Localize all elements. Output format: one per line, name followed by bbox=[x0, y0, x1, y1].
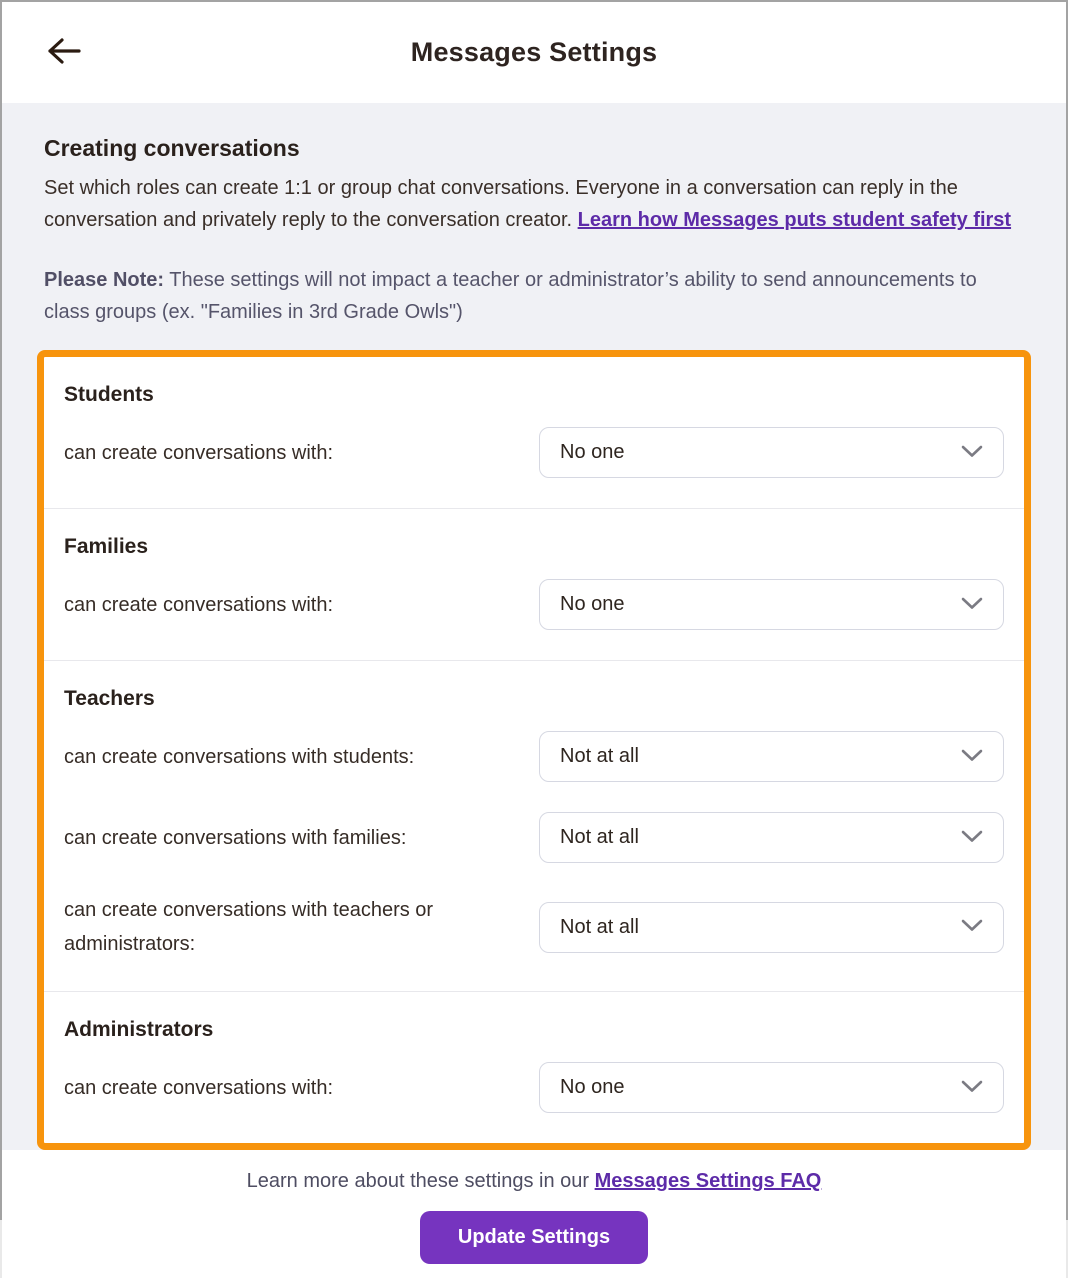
settings-box bbox=[37, 350, 1031, 1150]
administrators-row-label-1: can create conversations with: bbox=[64, 1076, 334, 1099]
teachers-dropdown-value-2: Not at all bbox=[560, 826, 639, 848]
main-content bbox=[2, 103, 1066, 1150]
header bbox=[2, 2, 1066, 103]
families-row-label-1: can create conversations with: bbox=[64, 593, 334, 616]
chevron-down-icon bbox=[961, 1080, 983, 1096]
section-teachers bbox=[44, 660, 1024, 991]
teachers-setting-row-2 bbox=[64, 812, 1004, 863]
note-paragraph bbox=[44, 264, 1004, 328]
teachers-row-label-2: can create conversations with families: bbox=[64, 826, 407, 849]
administrators-setting-row-1 bbox=[64, 1062, 1004, 1113]
teachers-dropdown-value-1: Not at all bbox=[560, 745, 639, 767]
student-safety-link[interactable]: Learn how Messages puts student safety first bbox=[577, 209, 1012, 231]
teachers-row-label-1: can create conversations with students: bbox=[64, 745, 415, 768]
students-setting-row-1 bbox=[64, 427, 1004, 478]
page-title: Messages Settings bbox=[410, 37, 658, 67]
teachers-row-label-3: can create conversations with teachers or administrators: bbox=[64, 899, 434, 955]
teachers-dropdown-2[interactable] bbox=[539, 812, 1004, 863]
section-heading-administrators: Administrators bbox=[64, 1018, 214, 1041]
administrators-dropdown-1[interactable] bbox=[539, 1062, 1004, 1113]
families-setting-row-1 bbox=[64, 579, 1004, 630]
chevron-down-icon bbox=[961, 919, 983, 935]
section-heading-students: Students bbox=[64, 383, 154, 406]
description-paragraph bbox=[44, 172, 1024, 236]
teachers-setting-row-3 bbox=[64, 893, 1004, 961]
section-families bbox=[44, 508, 1024, 660]
families-dropdown-1[interactable] bbox=[539, 579, 1004, 630]
chevron-down-icon bbox=[961, 830, 983, 846]
section-students bbox=[44, 357, 1024, 508]
creating-conversations-heading: Creating conversations bbox=[44, 135, 300, 161]
note-text: These settings will not impact a teacher or administrator’s ability to send announcements to class groups (ex. "Families in 3rd Grade Owls") bbox=[44, 269, 977, 323]
footer-text bbox=[2, 1170, 1066, 1193]
students-row-label-1: can create conversations with: bbox=[64, 441, 334, 464]
footer-text-prefix: Learn more about these settings in our bbox=[246, 1170, 595, 1192]
teachers-dropdown-1[interactable] bbox=[539, 731, 1004, 782]
footer bbox=[2, 1150, 1066, 1278]
back-button[interactable] bbox=[42, 30, 86, 74]
administrators-dropdown-value-1: No one bbox=[560, 1076, 625, 1098]
section-heading-families: Families bbox=[64, 535, 149, 558]
students-dropdown-value-1: No one bbox=[560, 441, 625, 463]
chevron-down-icon bbox=[961, 749, 983, 765]
left-arrow-icon bbox=[47, 37, 81, 68]
chevron-down-icon bbox=[961, 597, 983, 613]
families-dropdown-value-1: No one bbox=[560, 593, 625, 615]
chevron-down-icon bbox=[961, 445, 983, 461]
section-heading-teachers: Teachers bbox=[64, 687, 155, 710]
update-settings-button[interactable]: Update Settings bbox=[420, 1211, 648, 1264]
students-dropdown-1[interactable] bbox=[539, 427, 1004, 478]
messages-settings-faq-link[interactable]: Messages Settings FAQ bbox=[594, 1170, 822, 1192]
note-label: Please Note: bbox=[44, 269, 165, 291]
description-text: Set which roles can create 1:1 or group chat conversations. Everyone in a conversation can reply in the conversation and privately reply to the conversation creator. bbox=[44, 177, 958, 231]
section-administrators bbox=[44, 991, 1024, 1143]
teachers-setting-row-1 bbox=[64, 731, 1004, 782]
teachers-dropdown-value-3: Not at all bbox=[560, 915, 639, 938]
teachers-dropdown-3[interactable] bbox=[539, 902, 1004, 953]
